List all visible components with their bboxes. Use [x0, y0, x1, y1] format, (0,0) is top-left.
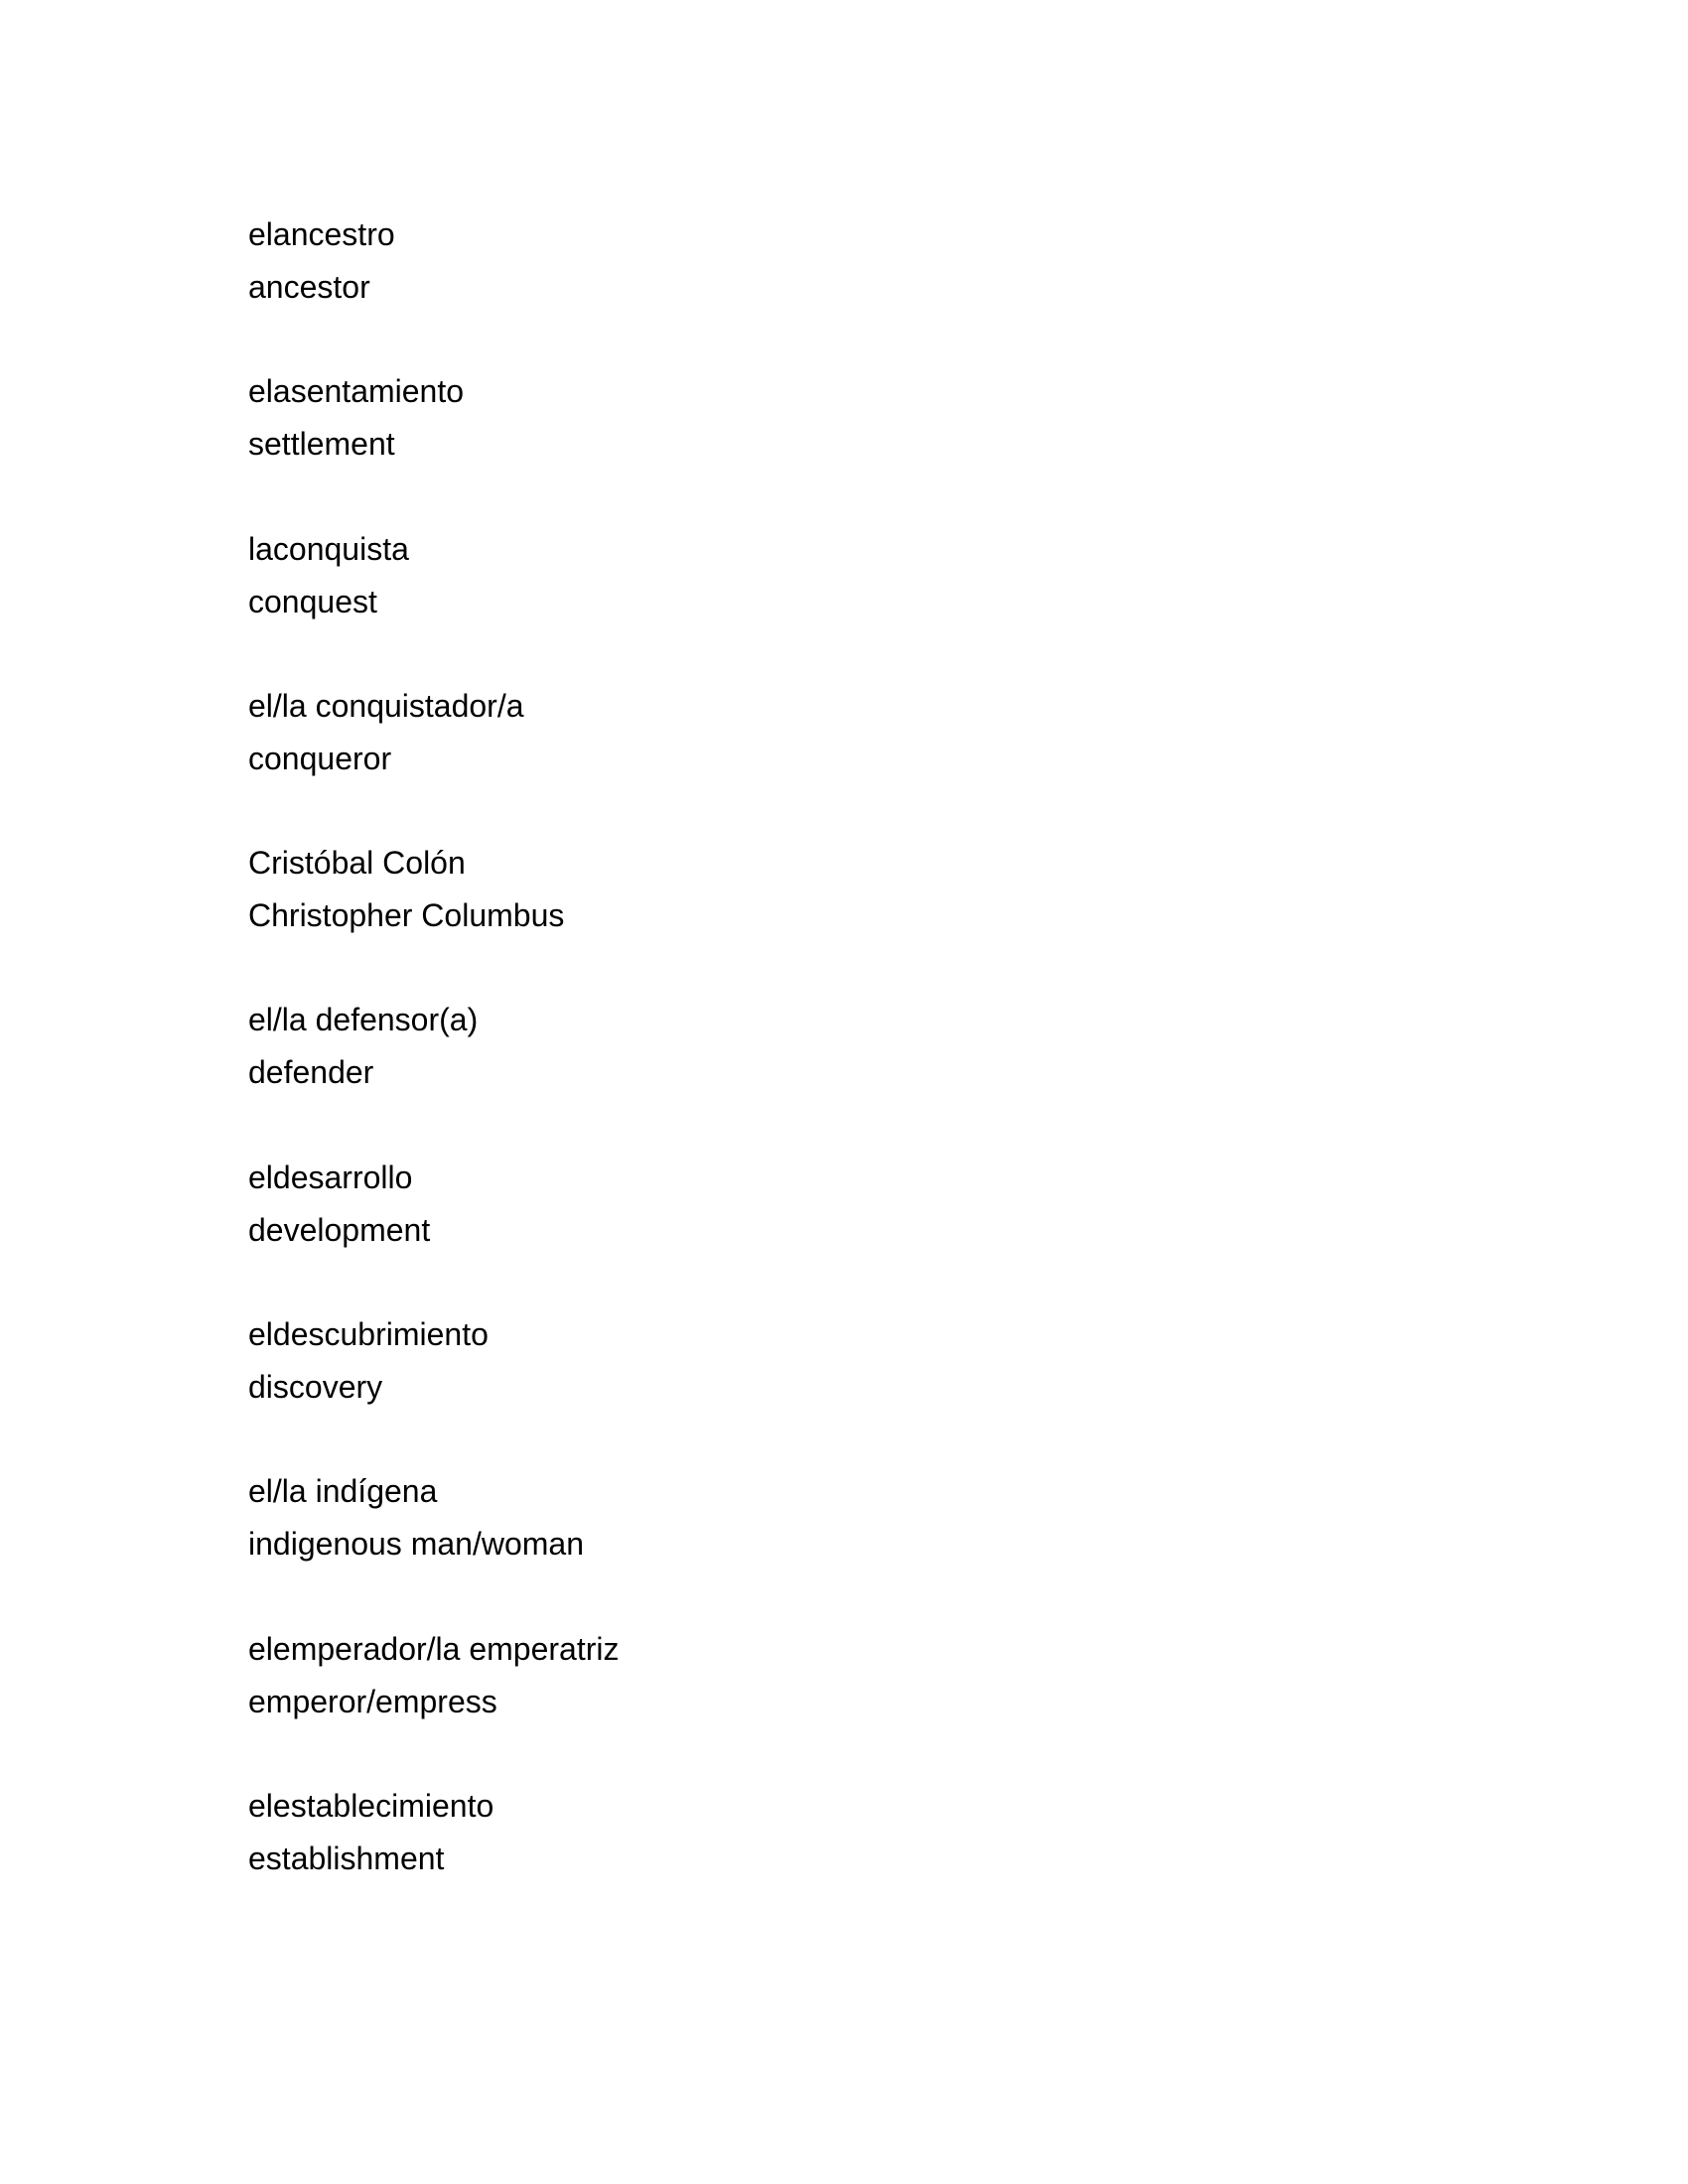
spanish-term: el/la defensor(a): [248, 1002, 479, 1038]
english-translation: ancestor: [248, 269, 370, 305]
english-translation: establishment: [248, 1840, 445, 1876]
spanish-term: elasentamiento: [248, 373, 465, 410]
english-translation: emperor/empress: [248, 1683, 497, 1719]
spanish-term: eldescubrimiento: [248, 1316, 489, 1353]
vocab-entry: [248, 523, 1440, 680]
english-translation: development: [248, 1211, 431, 1248]
english-translation: indigenous man/woman: [248, 1526, 584, 1563]
english-translation: Christopher Columbus: [248, 897, 565, 934]
spanish-term: el/la conquistador/a: [248, 687, 524, 724]
vocabulary-list: [248, 208, 1440, 1937]
vocab-entry: [248, 1152, 1440, 1308]
spanish-term: eldesarrollo: [248, 1159, 413, 1195]
spanish-term: elestablecimiento: [248, 1787, 494, 1824]
vocab-entry: [248, 837, 1440, 994]
english-translation: discovery: [248, 1369, 383, 1406]
spanish-term: laconquista: [248, 530, 409, 567]
spanish-term: elancestro: [248, 216, 395, 252]
vocab-entry: [248, 1465, 1440, 1622]
english-translation: settlement: [248, 426, 395, 463]
english-translation: conqueror: [248, 740, 392, 776]
spanish-term: elemperador/la emperatriz: [248, 1630, 620, 1667]
english-translation: conquest: [248, 583, 377, 619]
vocab-entry: [248, 994, 1440, 1151]
vocab-entry: [248, 1780, 1440, 1937]
vocab-entry: [248, 1308, 1440, 1465]
english-translation: defender: [248, 1054, 374, 1091]
vocab-entry: [248, 365, 1440, 522]
spanish-term: Cristóbal Colón: [248, 845, 466, 882]
spanish-term: el/la indígena: [248, 1473, 438, 1510]
vocab-entry: [248, 208, 1440, 365]
vocab-entry: [248, 680, 1440, 837]
vocab-entry: [248, 1623, 1440, 1780]
